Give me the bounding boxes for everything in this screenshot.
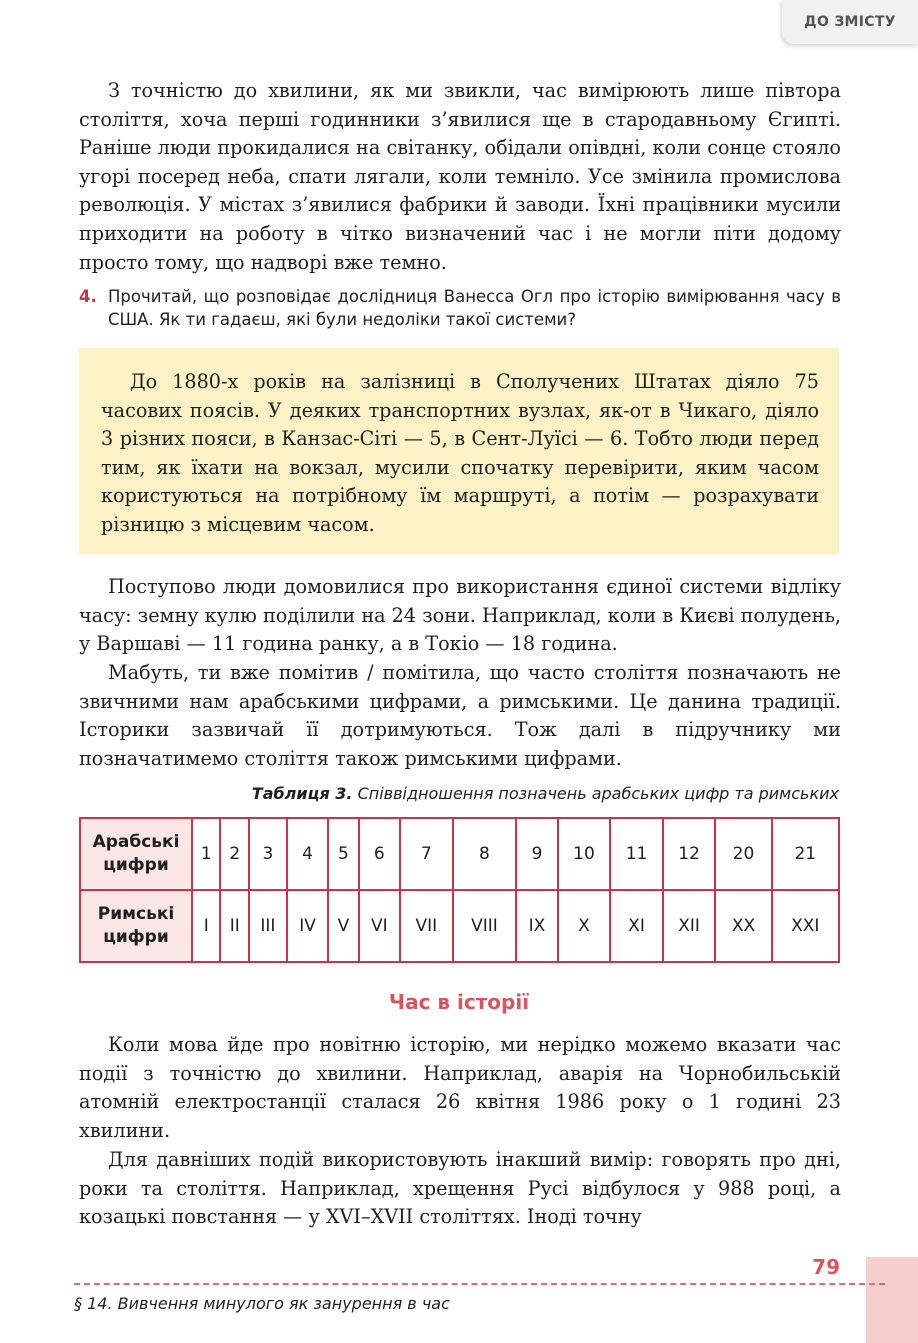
quote-box — [79, 348, 839, 554]
arabic-cell: 5 — [328, 818, 358, 890]
roman-cell: XI — [610, 890, 663, 962]
arabic-cell: 4 — [287, 818, 328, 890]
paragraph-industrial-revolution: З точністю до хвилини, як ми звикли, час вимірюють лише півтора століття, хоча перші годинники з’явилися ще в стародавньому Єгипті. Раніше люди прокидалися на світанку, обідали опівдні, коли сонце стояло угорі посеред неба, спати лягали, коли темніло. Усе змінила промислова революція. У містах з’явилися фабрики й заводи. Їхні працівники мусили приходити на роботу в чітко визначений час і не могли піти додому просто тому, що надворі вже темно. — [79, 79, 841, 274]
roman-cell: VIII — [453, 890, 517, 962]
roman-header: Римські цифри — [80, 890, 192, 962]
page-number: 79 — [812, 1255, 840, 1279]
task-number: 4. — [79, 287, 97, 306]
arabic-cell: 9 — [516, 818, 557, 890]
arabic-cell: 20 — [715, 818, 771, 890]
arabic-cell: 6 — [359, 818, 400, 890]
task-text: Прочитай, що розповідає дослідниця Ванесса Огл про історію вимірювання часу в США. Як ти гадаєш, які були недоліки такої системи? — [108, 287, 841, 329]
arabic-cell: 8 — [453, 818, 517, 890]
table-row-arabic — [80, 818, 839, 890]
numerals-table — [79, 817, 840, 963]
roman-cell: V — [328, 890, 358, 962]
roman-cell: X — [558, 890, 611, 962]
paragraph-time-zones: Поступово люди домовилися про використання єдиної системи відліку часу: земну кулю поділили на 24 зони. Наприклад, коли в Києві полудень, у Варшаві — 11 година ранку, а в Токіо — 18 година. — [79, 575, 841, 656]
roman-cell: XII — [663, 890, 716, 962]
arabic-header: Арабські цифри — [80, 818, 192, 890]
arabic-cell: 21 — [772, 818, 839, 890]
table-of-contents-button[interactable]: ДО ЗМІСТУ — [782, 0, 918, 44]
footer-divider — [74, 1283, 885, 1285]
arabic-cell: 2 — [220, 818, 248, 890]
paragraph-roman-numerals: Мабуть, ти вже помітив / помітила, що часто століття позначають не звичними нам арабськими цифрами, а римськими. Це данина традиції. Історики зазвичай її дотримуються. Тож далі в підручнику ми позначатимемо століття також римськими цифрами. — [79, 661, 841, 770]
table-row-roman — [80, 890, 839, 962]
section-title: Час в історії — [388, 990, 530, 1014]
arabic-cell: 7 — [400, 818, 453, 890]
table-caption-label: Таблиця 3. — [251, 784, 353, 803]
roman-cell: I — [192, 890, 220, 962]
roman-cell: IV — [287, 890, 328, 962]
table-caption — [79, 783, 839, 805]
table-caption-text: Співвідношення позначень арабських цифр та римських — [352, 784, 839, 803]
roman-cell: XX — [715, 890, 771, 962]
corner-decoration — [866, 1257, 918, 1343]
roman-cell: VI — [359, 890, 400, 962]
arabic-cell: 11 — [610, 818, 663, 890]
arabic-cell: 3 — [249, 818, 287, 890]
roman-cell: IX — [516, 890, 557, 962]
roman-cell: VII — [400, 890, 453, 962]
paragraph-modern-history: Коли мова йде про новітню історію, ми нерідко можемо вказати час події з точністю до хвилини. Наприклад, аварія на Чорнобильській атомній електростанції сталася 26 квітня 1986 року о 1 годині 23 хвилини. — [79, 1033, 841, 1142]
roman-cell: II — [220, 890, 248, 962]
paragraph-ancient-events: Для давніших подій використовують інакший вимір: говорять про дні, роки та століття. Наприклад, хрещення Русі відбулося у 988 році, а козацькі повстання — у XVI–XVII століттях. Іноді точну — [79, 1148, 841, 1229]
footer-chapter-title: § 14. Вивчення минулого як занурення в час — [74, 1294, 450, 1313]
roman-cell: XXI — [772, 890, 839, 962]
arabic-cell: 12 — [663, 818, 716, 890]
task-4 — [79, 285, 841, 331]
arabic-cell: 10 — [558, 818, 611, 890]
quote-text: До 1880-х років на залізниці в Сполучених Штатах діяло 75 часових поясів. У деяких транспортних вузлах, як-от в Чикаго, діяло 3 різних пояси, в Канзас-Сіті — 5, в Сент-Луїсі — 6. Тобто люди перед тим, як їхати на вокзал, мусили спочатку перевірити, яким часом користуються на потрібному їм маршруті, а потім — розрахувати різницю з місцевим часом. — [101, 370, 819, 536]
arabic-cell: 1 — [192, 818, 220, 890]
roman-cell: III — [249, 890, 287, 962]
